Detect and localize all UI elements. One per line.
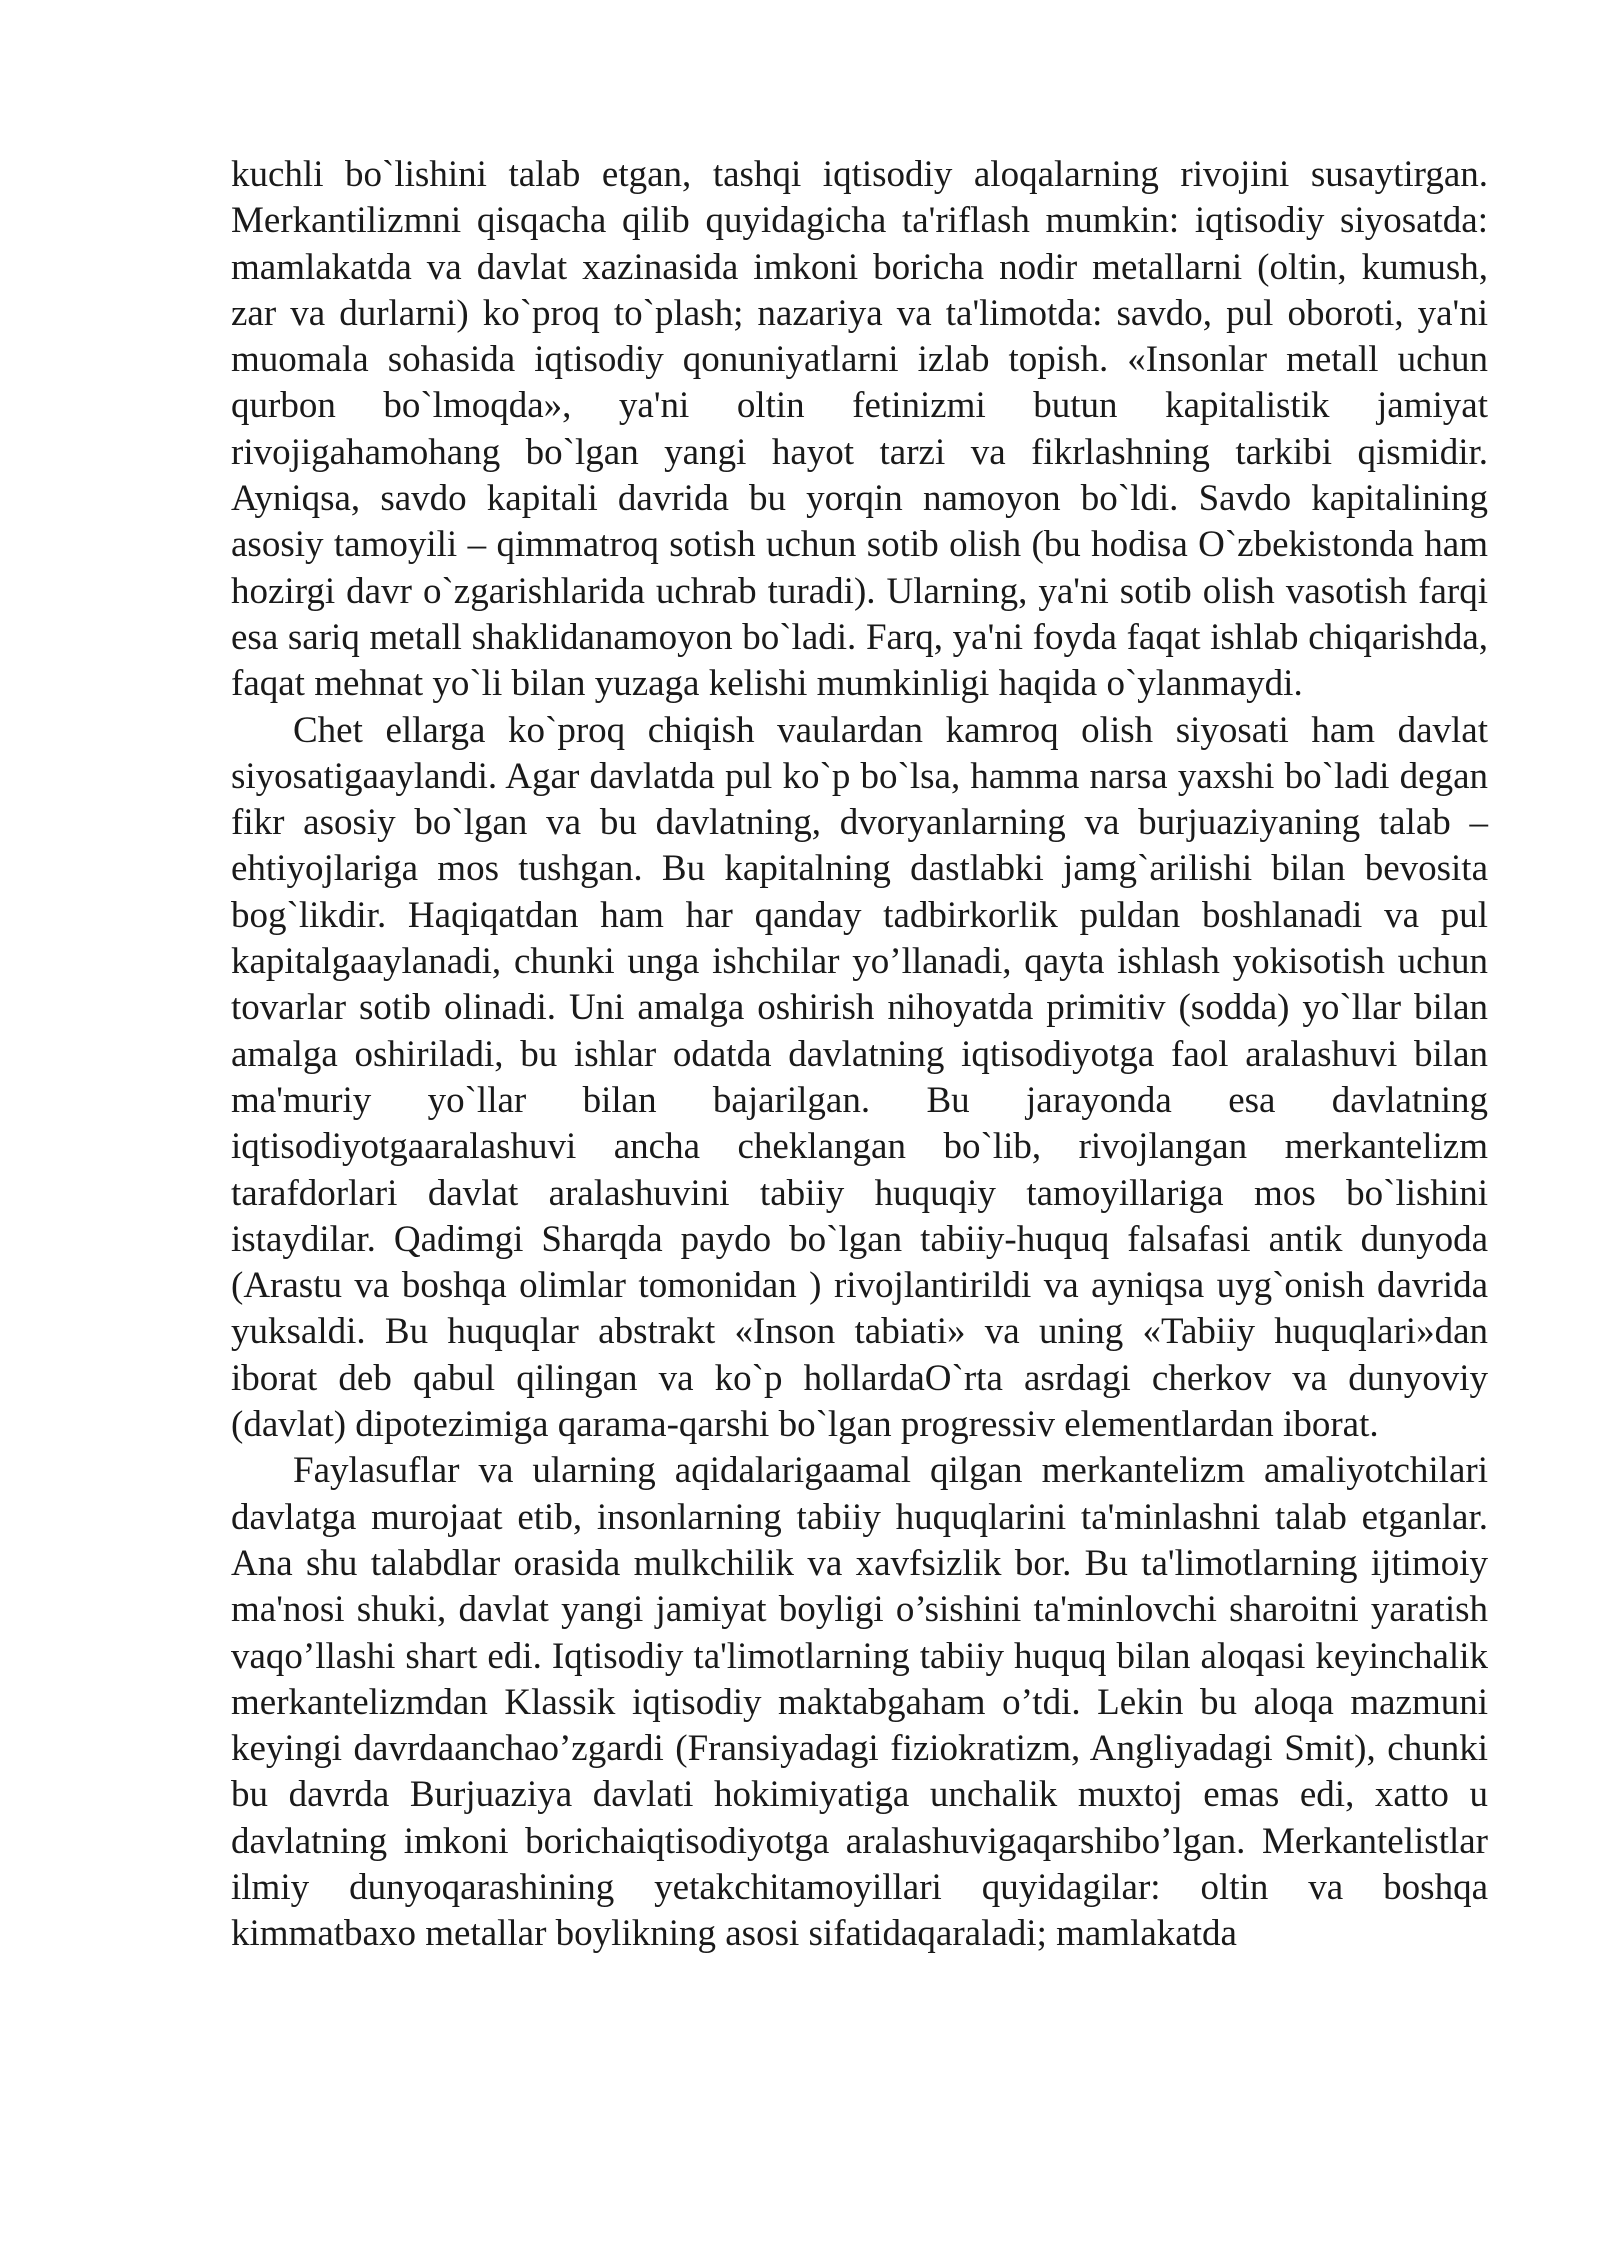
paragraph-1: kuchli bo`lishini talab etgan, tashqi iqtisodiy aloqalarning rivojini susaytirgan. Merkantilizmni qisqacha qilib quyidagicha ta'riflash mumkin: iqtisodiy siyosatda: mamlakatda va davlat xazinasida imkoni boricha nodir metallarni (oltin, kumush, zar va durlarni) ko`proq to`plash; nazariya va ta'limotda: savdo, pul oboroti, ya'ni muomala sohasida iqtisodiy qonuniyatlarni izlab topish. «Insonlar metall uchun qurbon bo`lmoqda», ya'ni oltin fetinizmi butun kapitalistik jamiyat rivojigahamohang bo`lgan yangi hayot tarzi va fikrlashning tarkibi qismidir. Ayniqsa, savdo kapitali davrida bu yorqin namoyon bo`ldi. Savdo kapitalining asosiy tamoyili – qimmatroq sotish uchun sotib olish (bu hodisa O`zbekistonda ham hozirgi davr o`zgarishlarida uchrab turadi). Ularning, ya'ni sotib olish vasotish farqi esa sariq metall shaklidanamoyon bo`ladi. Farq, ya'ni foyda faqat ishlab chiqarishda, faqat mehnat yo`li bilan yuzaga kelishi mumkinligi haqida o`ylanmaydi. [231,154,1488,705]
document-page [231,152,1488,1958]
paragraph-3: Faylasuflar va ularning aqidalarigaamal qilgan merkantelizm amaliyotchilari davlatga murojaat etib, insonlarning tabiiy huquqlarini ta'minlashni talab etganlar. Ana shu talabdlar orasida mulkchilik va xavfsizlik bor. Bu ta'limotlarning ijtimoiy ma'nosi shuki, davlat yangi jamiyat boyligi o’sishini ta'minlovchi sharoitni yaratish vaqo’llashi shart edi. Iqtisodiy ta'limotlarning tabiiy huquq bilan aloqasi keyinchalik merkantelizmdan Klassik iqtisodiy maktabgaham o’tdi. Lekin bu aloqa mazmuni keyingi davrdaanchao’zgardi (Fransiyadagi fiziokratizm, Angliyadagi Smit), chunki bu davrda Burjuaziya davlati hokimiyatiga unchalik muxtoj emas edi, xatto u davlatning imkoni borichaiqtisodiyotga aralashuvigaqarshibo’lgan. Merkantelistlar ilmiy dunyoqarashining yetakchitamoyillari quyidagilar: oltin va boshqa kimmatbaxo metallar boylikning asosi sifatidaqaraladi; mamlakatda [231,1450,1488,1955]
paragraph-2: Chet ellarga ko`proq chiqish vaulardan kamroq olish siyosati ham davlat siyosatigaaylandi. Agar davlatda pul ko`p bo`lsa, hamma narsa yaxshi bo`ladi degan fikr asosiy bo`lgan va bu davlatning, dvoryanlarning va burjuaziyaning talab – ehtiyojlariga mos tushgan. Bu kapitalning dastlabki jamg`arilishi bilan bevosita bog`likdir. Haqiqatdan ham har qanday tadbirkorlik puldan boshlanadi va pul kapitalgaaylanadi, chunki unga ishchilar yo’llanadi, qayta ishlash yokisotish uchun tovarlar sotib olinadi. Uni amalga oshirish nihoyatda primitiv (sodda) yo`llar bilan amalga oshiriladi, bu ishlar odatda davlatning iqtisodiyotga faol aralashuvi bilan ma'muriy yo`llar bilan bajarilgan. Bu jarayonda esa davlatning iqtisodiyotgaaralashuvi ancha cheklangan bo`lib, rivojlangan merkantelizm tarafdorlari davlat aralashuvini tabiiy huquqiy tamoyillariga mos bo`lishini istaydilar. Qadimgi Sharqda paydo bo`lgan tabiiy-huquq falsafasi antik dunyoda (Arastu va boshqa olimlar tomonidan ) rivojlantirildi va ayniqsa uyg`onish davrida yuksaldi. Bu huquqlar abstrakt «Inson tabiati» va uning «Tabiiy huquqlari»dan iborat deb qabul qilingan va ko`p hollardaO`rta asrdagi cherkov va dunyoviy (davlat) dipotezimiga qarama-qarshi bo`lgan progressiv elementlardan iborat. [231,709,1488,1446]
